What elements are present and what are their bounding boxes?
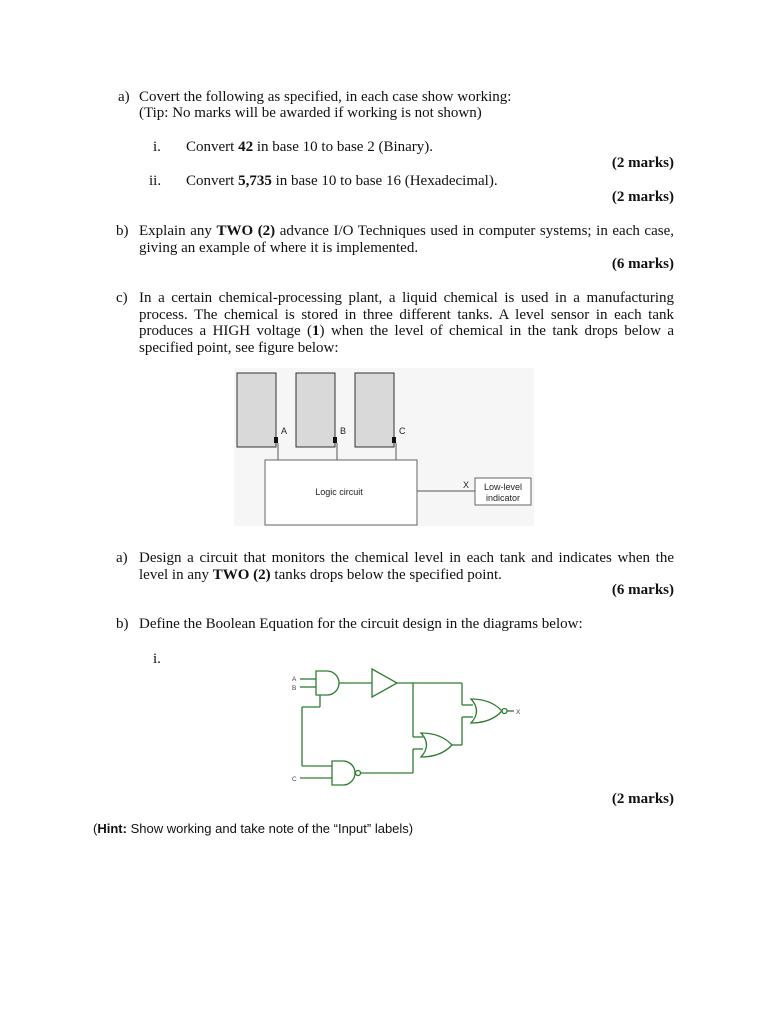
hint-note <box>93 821 413 836</box>
buffer-gate <box>372 669 397 697</box>
question-a-label: a) <box>118 89 130 105</box>
tank-a <box>237 373 276 447</box>
input-b-label: B <box>292 685 297 692</box>
item-ii-marks: (2 marks) <box>611 189 674 205</box>
item-i-number: 42 <box>238 139 254 155</box>
question-c-bold: 1 <box>312 323 320 339</box>
item-ii-numeral: ii. <box>149 173 162 189</box>
item-i-numeral: i. <box>153 139 161 155</box>
tank-b-label: B <box>340 426 347 436</box>
item-i-text-post: in base 10 to base 2 (Binary). <box>253 139 434 155</box>
question-b-text-post: advance I/O Techniques used in computer systems; in each case, giving an example of where it is implemented. <box>139 223 674 256</box>
sensor-c <box>392 437 396 443</box>
tank-figure <box>230 366 540 528</box>
question-b-bold: TWO (2) <box>216 223 276 239</box>
tank-b <box>296 373 335 447</box>
subquestion-a-marks: (6 marks) <box>611 582 674 598</box>
subquestion-a-text-post: tanks drops below the specified point. <box>270 566 502 583</box>
question-b-label: b) <box>116 223 129 239</box>
subquestion-a-text-pre: Design a circuit that monitors the chemical level in each tank and indicates when the level in any <box>139 550 674 583</box>
input-c-label: C <box>292 776 297 783</box>
hint-label: Hint: <box>97 821 127 836</box>
logic-circuit-label: Logic circuit <box>315 487 363 497</box>
logic-gate-diagram <box>285 664 530 789</box>
tank-c <box>355 373 394 447</box>
hint-text: Show working and take note of the “Input” labels) <box>126 821 414 836</box>
question-c-label: c) <box>116 290 128 306</box>
item-ii-text-pre: Convert <box>186 173 239 189</box>
hint-open-paren: ( <box>93 821 98 836</box>
nor-gate <box>471 699 502 723</box>
and-gate-2 <box>332 761 355 785</box>
and2-inversion-bubble <box>356 771 361 776</box>
question-a-tip: (Tip: No marks will be awarded if working is not shown) <box>139 105 482 121</box>
question-b-text <box>139 223 674 256</box>
question-c-text-part2: ) when the level of chemical in the tank drops below a specified point, see figure below: <box>139 323 674 356</box>
question-b-marks: (6 marks) <box>611 256 674 272</box>
item-ii-number: 5,735 <box>238 173 272 189</box>
item-i-text-pre: Convert <box>186 139 239 155</box>
tank-c-label: C <box>399 426 406 436</box>
item-ii-text-post: in base 10 to base 16 (Hexadecimal). <box>271 173 498 189</box>
sensor-a <box>274 437 278 443</box>
question-a-instruction: Covert the following as specified, in each case show working: <box>139 89 512 105</box>
subquestion-b-text: Define the Boolean Equation for the circuit design in the diagrams below: <box>139 616 583 632</box>
question-c-text <box>139 290 674 356</box>
subquestion-b-i-numeral: i. <box>153 651 161 667</box>
subquestion-a-label: a) <box>116 550 128 566</box>
output-x-label-2: X <box>516 709 521 716</box>
item-i-marks: (2 marks) <box>611 155 674 171</box>
indicator-label-line1: Low-level <box>483 482 523 492</box>
output-x-label: X <box>463 480 470 490</box>
subquestion-a-text <box>139 550 674 583</box>
sensor-b <box>333 437 337 443</box>
indicator-label-line2: indicator <box>485 493 521 503</box>
item-ii-text <box>186 173 498 190</box>
item-i-text <box>186 139 433 156</box>
subquestion-b-marks: (2 marks) <box>611 791 674 807</box>
subquestion-a-bold: TWO (2) <box>212 566 271 583</box>
question-c-text-part1: In a certain chemical-processing plant, a liquid chemical is used in a manufacturing process. The chemical is stored in three different tanks. A level sensor in each tank produces a HIGH voltage ( <box>139 290 674 339</box>
and-gate-1 <box>316 671 339 695</box>
input-a-label: A <box>292 676 297 683</box>
tank-a-label: A <box>281 426 288 436</box>
or-gate-2 <box>421 733 452 757</box>
question-b-text-pre: Explain any <box>139 223 217 239</box>
subquestion-b-label: b) <box>116 616 129 632</box>
